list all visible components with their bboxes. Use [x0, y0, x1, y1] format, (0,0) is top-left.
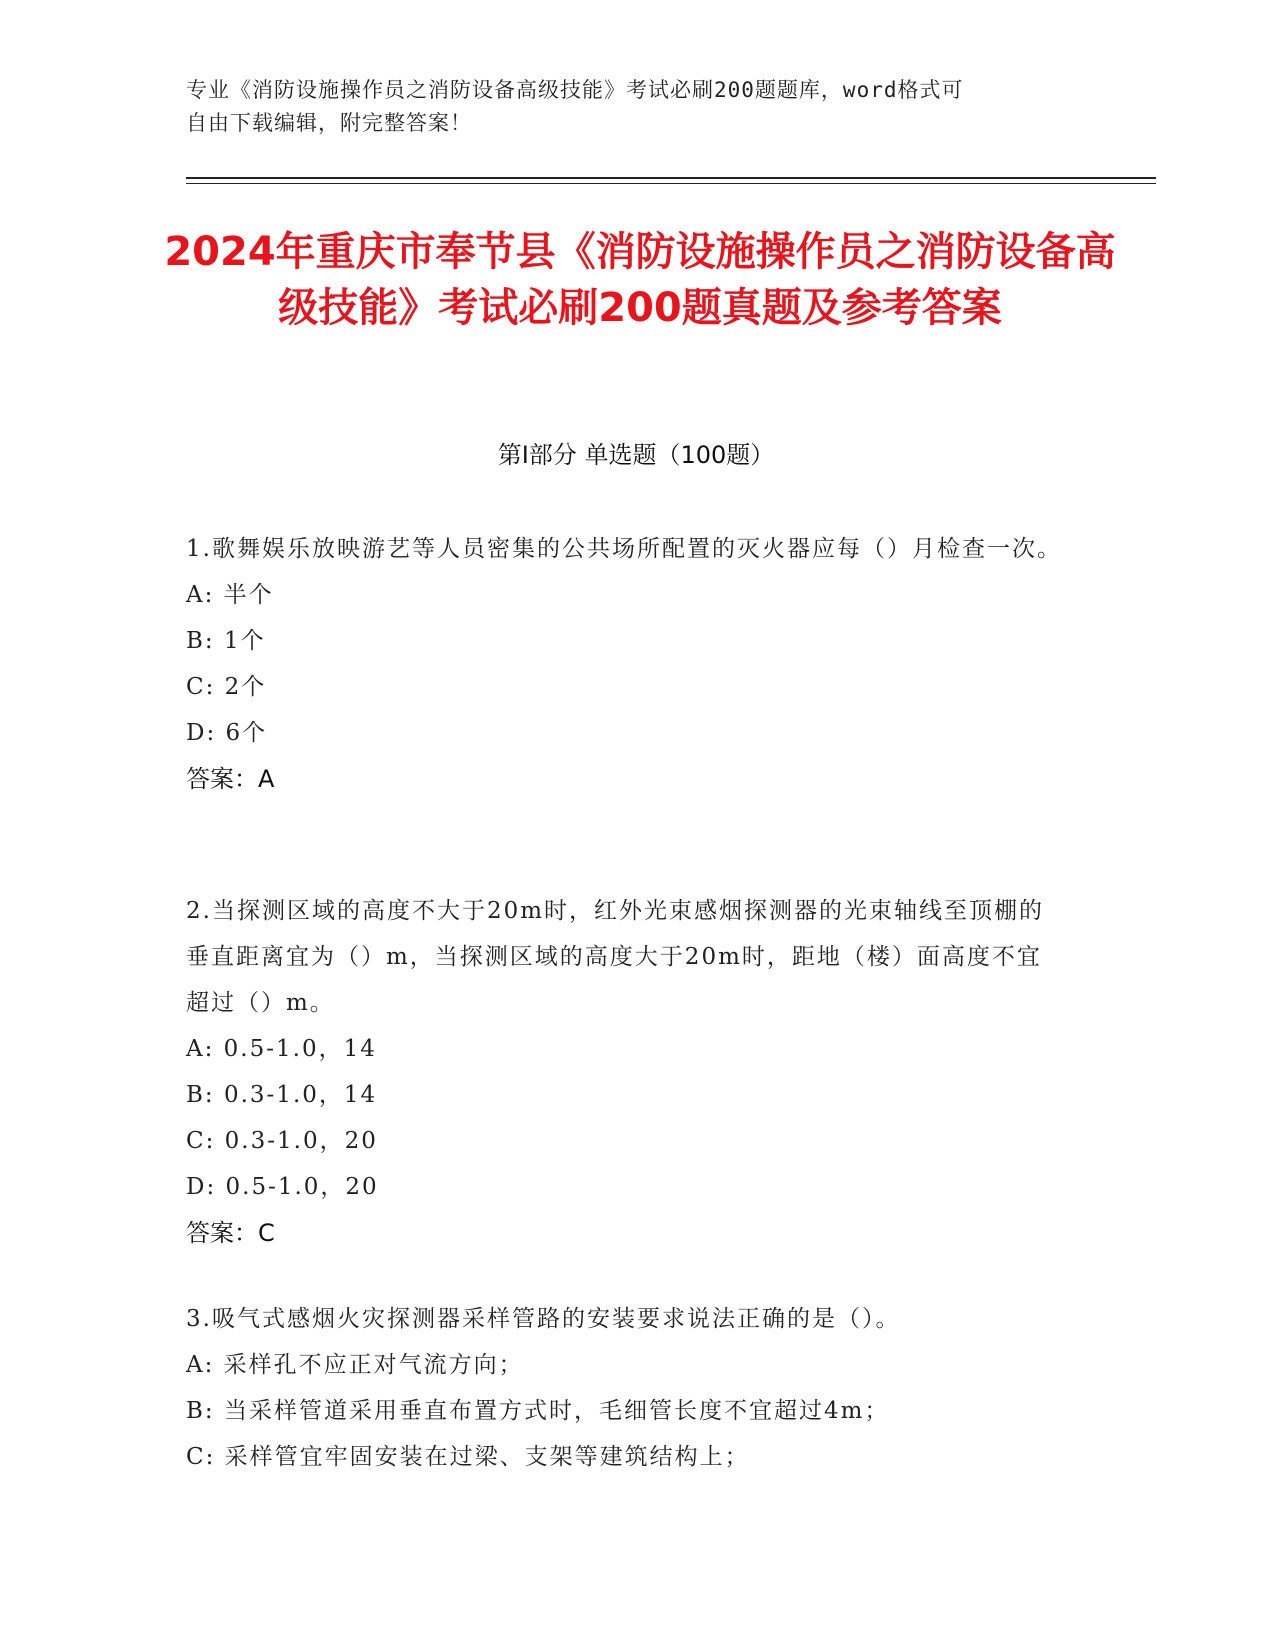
header-divider-thin: [186, 183, 1156, 184]
section-title: 第Ⅰ部分 单选题（100题）: [497, 441, 775, 469]
header-note: [186, 74, 1086, 140]
option-c: C: 0.3-1.0，20: [186, 1128, 378, 1154]
header-divider-thick: [186, 177, 1156, 179]
option-b: B: 当采样管道采用垂直布置方式时，毛细管长度不宜超过4m；: [186, 1398, 890, 1424]
question-stem: 1.歌舞娱乐放映游艺等人员密集的公共场所配置的灭火器应每（）月检查一次。: [186, 536, 1062, 562]
document-title: 2024年重庆市奉节县《消防设施操作员之消防设备高级技能》考试必刷200题真题及参考答案: [164, 229, 1116, 331]
header-note-line-2: 自由下载编辑，附完整答案！: [186, 111, 472, 135]
option-c: C: 2个: [186, 674, 267, 700]
question-stem: 2.当探测区域的高度不大于20m时，红外光束感烟探测器的光束轴线至顶棚的垂直距离宜为（）m，当探测区域的高度大于20m时，距地（楼）面高度不宜超过（）m。: [186, 898, 1045, 1016]
option-c: C: 采样管宜牢固安装在过梁、支架等建筑结构上；: [186, 1444, 750, 1470]
answer: 答案：C: [186, 1219, 275, 1247]
question-2: [186, 888, 1066, 1256]
header-note-line-1: 专业《消防设施操作员之消防设备高级技能》考试必刷200题题库，word格式可: [186, 78, 964, 102]
option-d: D: 6个: [186, 720, 268, 746]
question-1: [186, 526, 1066, 802]
option-a: A: 0.5-1.0，14: [186, 1036, 377, 1062]
option-b: B: 1个: [186, 628, 266, 654]
option-b: B: 0.3-1.0，14: [186, 1082, 378, 1108]
option-d: D: 0.5-1.0，20: [186, 1174, 379, 1200]
answer: 答案：A: [186, 765, 275, 793]
question-stem: 3.吸气式感烟火灾探测器采样管路的安装要求说法正确的是（）。: [186, 1306, 901, 1332]
option-a: A: 半个: [186, 582, 274, 608]
option-a: A: 采样孔不应正对气流方向；: [186, 1352, 524, 1378]
question-3: [186, 1296, 1066, 1480]
